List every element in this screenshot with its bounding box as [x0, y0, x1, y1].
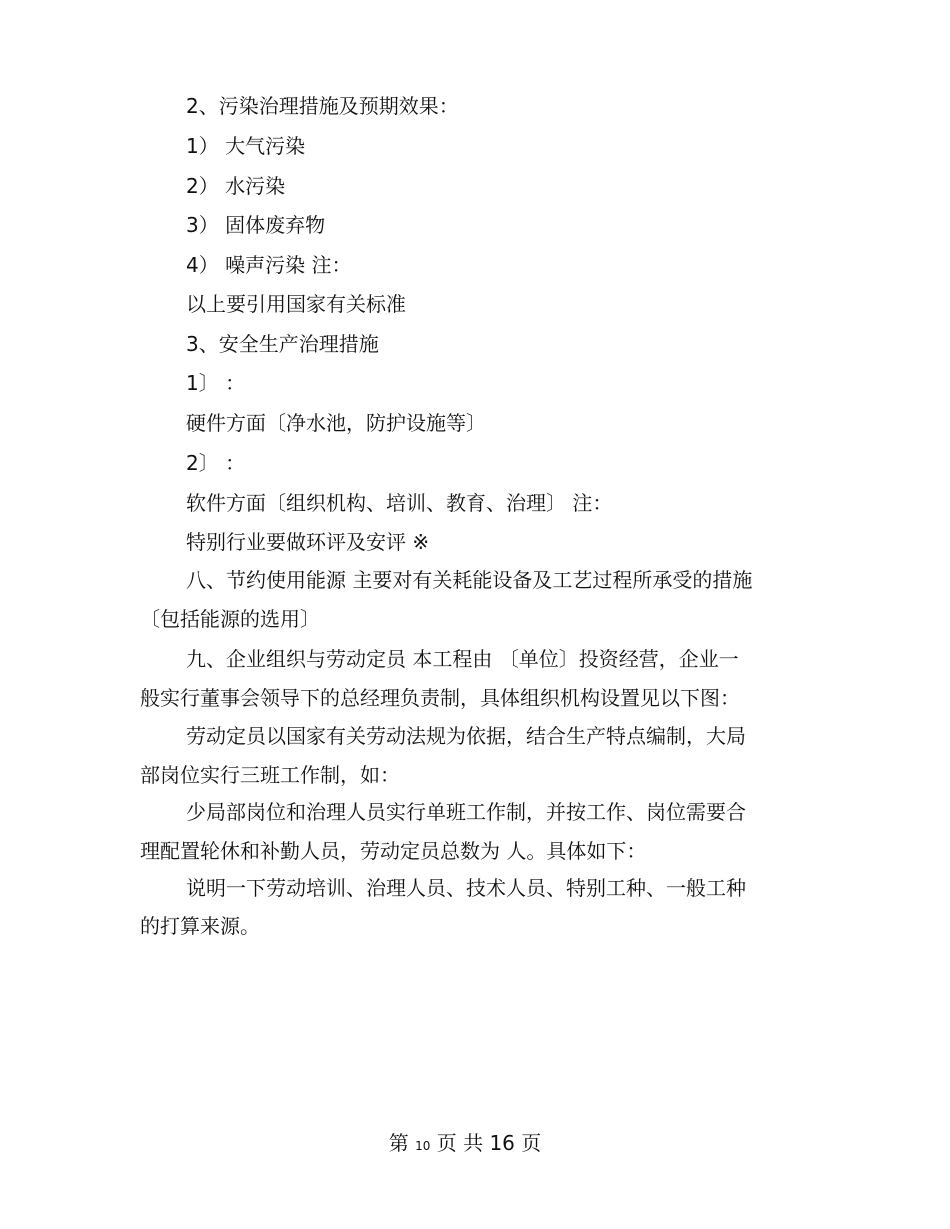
hardware-aspect: 硬件方面〔净水池，防护设施等〕 — [186, 411, 486, 435]
item-safety-1: 1〕 ： — [186, 371, 246, 395]
item-safety-2: 2〕 ： — [186, 451, 246, 475]
item-air-pollution: 1） 大气污染 — [186, 134, 306, 158]
footer-prefix: 第 — [388, 1131, 409, 1155]
training-paragraph-line-2: 的打算来源。 — [140, 914, 260, 938]
software-aspect: 软件方面〔组织机构、培训、教育、治理〕 注： — [186, 491, 613, 515]
staffing-paragraph-line-2: 部岗位实行三班工作制，如： — [140, 763, 400, 787]
footer-page-number: 10 — [415, 1139, 431, 1153]
training-paragraph-line-1: 说明一下劳动培训、治理人员、技术人员、特别工种、一般工种 — [186, 876, 746, 900]
item-noise-pollution: 4） 噪声污染 注： — [186, 253, 352, 277]
shift-paragraph-line-2: 理配置轮休和补勤人员，劳动定员总数为 人。具体如下： — [140, 839, 647, 863]
heading-safety-measures: 3、安全生产治理措施 — [186, 332, 379, 356]
footer-middle: 页 共 — [436, 1131, 484, 1155]
item-water-pollution: 2） 水污染 — [186, 174, 286, 198]
section-eight-energy: 八、节约使用能源 主要对有关耗能设备及工艺过程所承受的措施 — [186, 568, 753, 592]
section-nine-organization: 九、企业组织与劳动定员 本工程由 〔单位〕投资经营，企业一 — [186, 647, 739, 671]
footer-suffix: 页 — [521, 1131, 542, 1155]
note-special-industry: 特别行业要做环评及安评 ※ — [186, 530, 430, 554]
page-footer — [0, 1131, 930, 1158]
note-standards: 以上要引用国家有关标准 — [186, 292, 406, 316]
heading-pollution-measures: 2、污染治理措施及预期效果： — [186, 94, 459, 118]
section-eight-continuation: 〔包括能源的选用〕 — [140, 607, 320, 631]
shift-paragraph-line-1: 少局部岗位和治理人员实行单班工作制，并按工作、岗位需要合 — [186, 800, 746, 824]
item-solid-waste: 3） 固体废弃物 — [186, 213, 326, 237]
section-nine-continuation: 般实行董事会领导下的总经理负责制，具体组织机构设置见以下图： — [140, 686, 740, 710]
footer-total-pages: 16 — [489, 1131, 515, 1155]
staffing-paragraph-line-1: 劳动定员以国家有关劳动法规为依据，结合生产特点编制，大局 — [186, 724, 746, 748]
